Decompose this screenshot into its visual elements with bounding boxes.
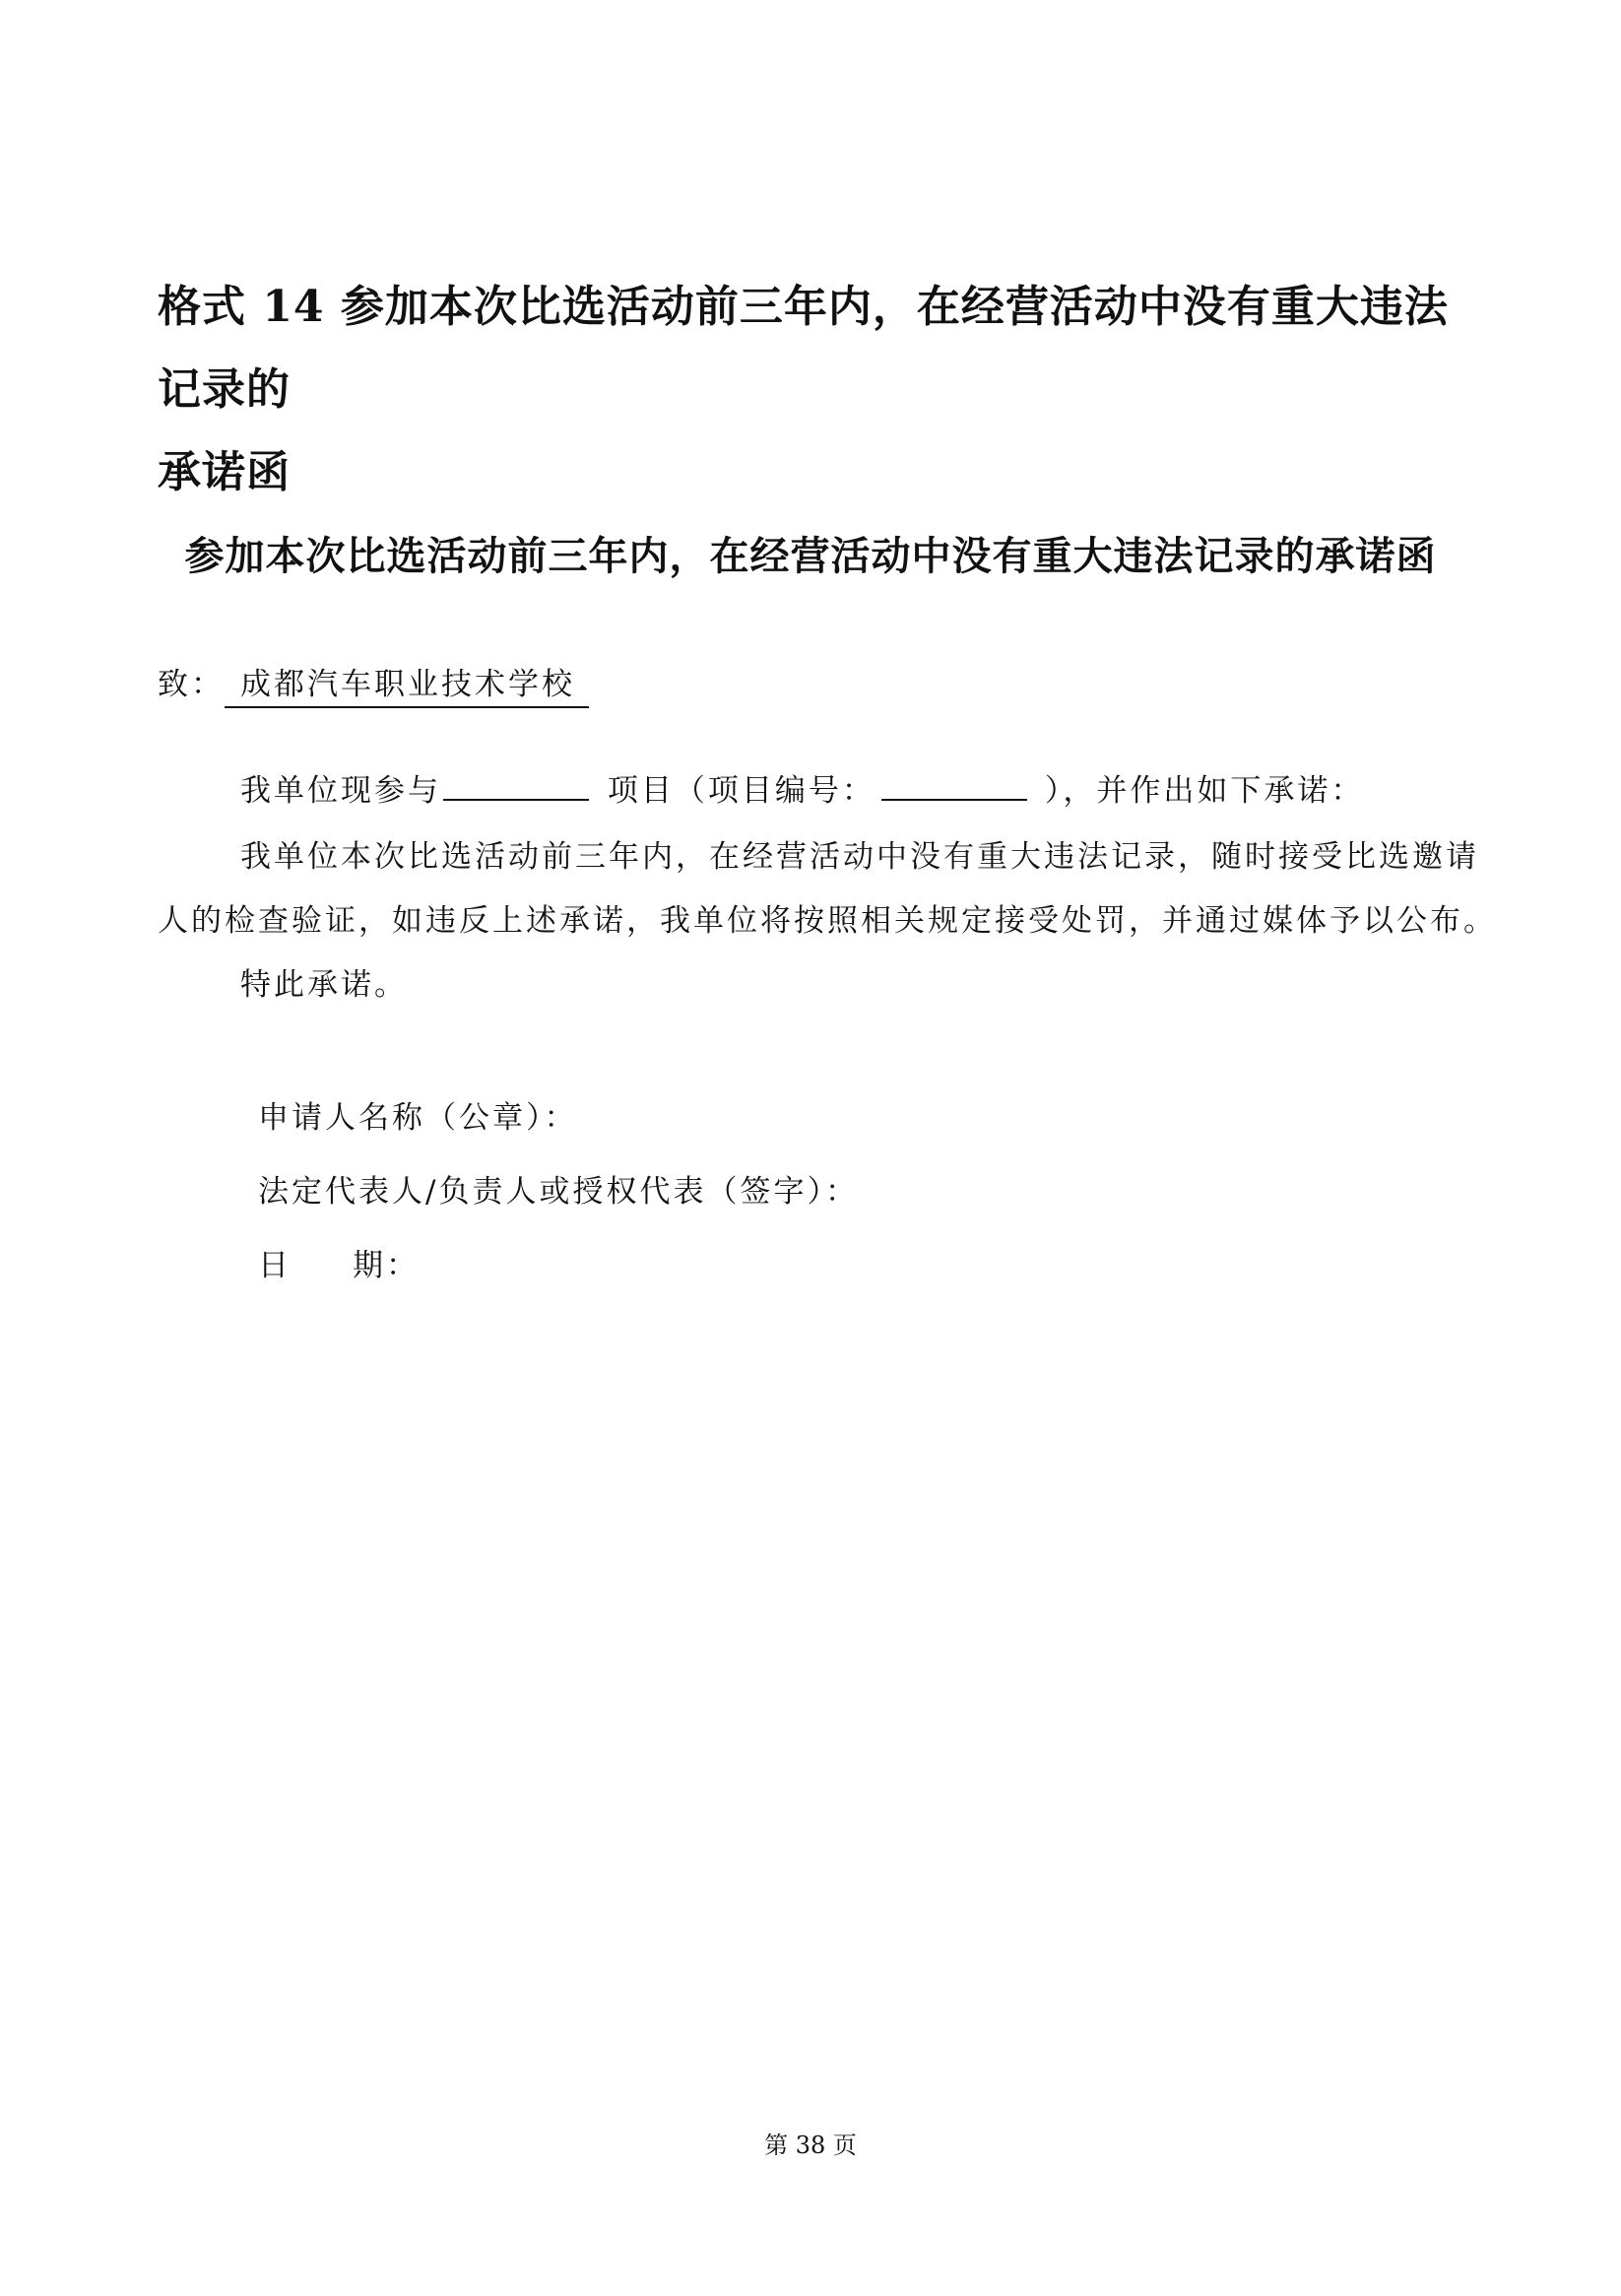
intro-text-1: 我单位现参与 <box>240 773 441 809</box>
addressee-line <box>158 660 589 709</box>
commitment-body-line-2: 人的检查验证，如违反上述承诺，我单位将按照相关规定接受处罚，并通过媒体予以公布。 <box>158 903 1497 939</box>
commitment-closing: 特此承诺。 <box>240 967 408 1003</box>
section-heading-line-1: 格式 14 参加本次比选活动前三年内，在经营活动中没有重大违法记录的 <box>158 282 1449 415</box>
document-title: 参加本次比选活动前三年内，在经营活动中没有重大违法记录的承诺函 <box>184 533 1437 579</box>
project-number-blank <box>881 767 1027 801</box>
date-label <box>258 1241 420 1290</box>
page-number: 第 38 页 <box>764 2132 857 2159</box>
section-heading <box>158 266 1477 514</box>
applicant-name-label: 申请人名称（公章）： <box>258 1100 578 1136</box>
commitment-intro <box>240 766 1364 816</box>
date-label-char-2: 期： <box>353 1248 420 1283</box>
date-label-char-1: 日 <box>258 1248 292 1283</box>
intro-text-2: 项目（项目编号： <box>607 773 875 809</box>
section-heading-line-2: 承诺函 <box>158 447 291 497</box>
project-name-blank <box>443 767 589 801</box>
addressee-prefix: 致： <box>158 667 225 702</box>
commitment-body-line-1: 我单位本次比选活动前三年内，在经营活动中没有重大违法记录，随时接受比选邀请 <box>240 839 1479 875</box>
addressee-name: 成都汽车职业技术学校 <box>225 663 589 708</box>
representative-signature-label: 法定代表人/负责人或授权代表（签字）： <box>258 1174 859 1210</box>
intro-text-3: ），并作出如下承诺： <box>1044 773 1365 809</box>
